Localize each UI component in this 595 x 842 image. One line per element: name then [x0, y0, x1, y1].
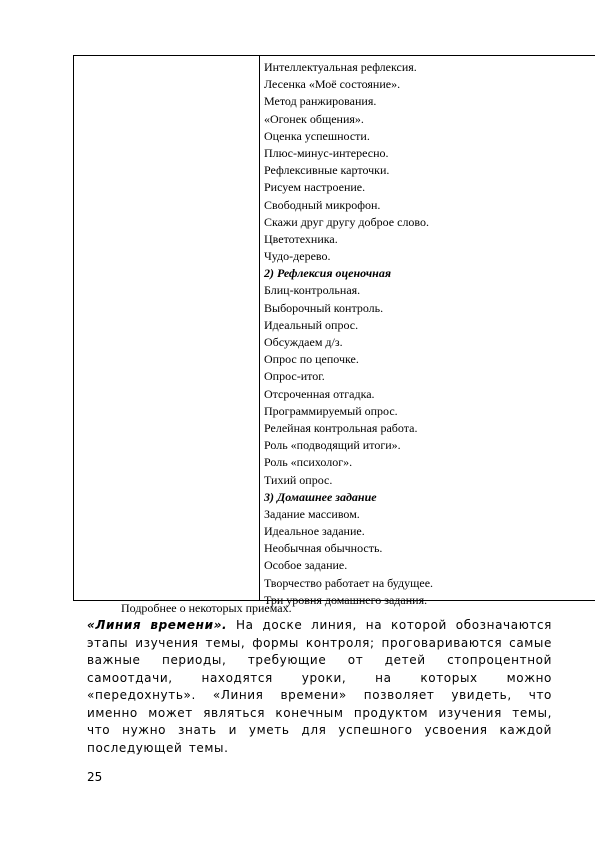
list-item: Необычная обычность.: [264, 541, 383, 556]
list-item: Релейная контрольная работа.: [264, 420, 418, 435]
list-item: «Огонек общения».: [264, 111, 364, 126]
list-item: Роль «подводящий итоги».: [264, 438, 401, 453]
list-item: Рефлексивные карточки.: [264, 163, 390, 178]
list-item: Программируемый опрос.: [264, 403, 398, 418]
list-item: Выборочный контроль.: [264, 300, 384, 315]
list-item: Оценка успешности.: [264, 128, 370, 143]
list-item: Опрос-итог.: [264, 369, 325, 384]
page-number: 25: [87, 770, 103, 784]
list-item: Творчество работает на будущее.: [264, 575, 434, 590]
list-item: Отсроченная отгадка.: [264, 386, 375, 401]
section-heading: 2) Рефлексия оценочная: [264, 266, 391, 281]
timeline-term: «Линия времени».: [87, 618, 228, 632]
list-item: Обсуждаем д/з.: [264, 335, 343, 349]
intro-line: Подробнее о некоторых приемах.: [121, 601, 292, 615]
methods-list: [264, 59, 433, 609]
list-item: Свободный микрофон.: [264, 197, 381, 212]
list-item: Роль «психолог».: [264, 455, 353, 470]
list-item: Интеллектуальная рефлексия.: [264, 60, 417, 74]
list-item: Рисуем настроение.: [264, 180, 366, 195]
list-item: Скажи друг другу доброе слово.: [264, 214, 430, 229]
timeline-description: На доске линия, на которой обозначаются этапы изучения темы, формы контроля; проговариваются самые важные периоды, требующие от детей стопроцентной самоотдачи, находятся уроки, на которых можно «передохнуть». «Линия времени» позволяет увидеть, что именно может являться конечным продуктом изучения темы, что нужно знать и уметь для успешного усвоения каждой последующей темы.: [87, 618, 553, 755]
list-item: Опрос по цепочке.: [264, 352, 359, 367]
list-item: Цветотехника.: [264, 231, 338, 246]
list-item: Блиц-контрольная.: [264, 283, 361, 298]
list-item: Три уровня домашнего задания.: [264, 592, 428, 607]
list-item: Лесенка «Моё состояние».: [264, 77, 401, 92]
timeline-paragraph: [87, 617, 552, 757]
table-column-divider: [259, 55, 260, 601]
section-heading: 3) Домашнее задание: [264, 489, 377, 504]
list-item: Плюс-минус-интересно.: [264, 145, 389, 160]
list-item: Метод ранжирования.: [264, 94, 377, 109]
table-top-border: [73, 55, 595, 56]
list-item: Идеальное задание.: [264, 524, 365, 539]
list-item: Тихий опрос.: [264, 472, 333, 487]
list-item: Особое задание.: [264, 558, 348, 573]
table-left-border: [73, 55, 74, 601]
list-item: Чудо-дерево.: [264, 249, 331, 264]
list-item: Идеальный опрос.: [264, 317, 359, 332]
list-item: Задание массивом.: [264, 506, 360, 521]
